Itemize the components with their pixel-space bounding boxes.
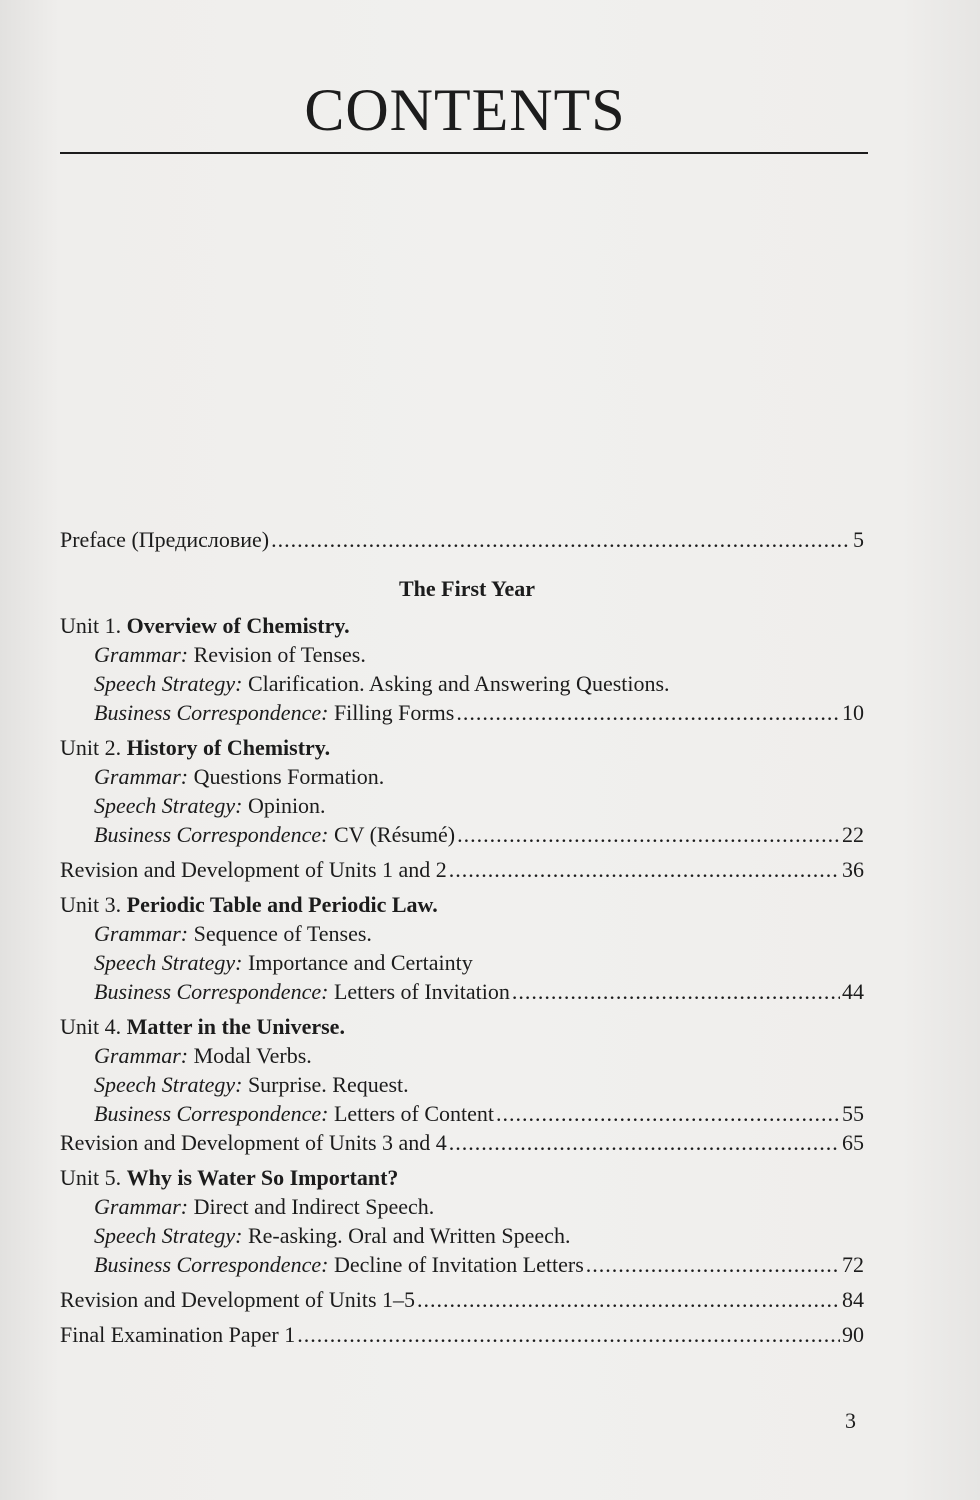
- grammar-label: Grammar:: [94, 921, 189, 946]
- business-topic: Letters of Invitation: [333, 979, 510, 1004]
- unit-number: Unit 3.: [60, 892, 122, 917]
- leader-dots: [512, 977, 840, 1006]
- toc-entry-revision-1[interactable]: [60, 855, 864, 884]
- speech-topic: Surprise. Request.: [247, 1072, 409, 1097]
- grammar-topic: Revision of Tenses.: [193, 642, 366, 667]
- unit-title: Periodic Table and Periodic Law.: [126, 892, 438, 917]
- grammar-label: Grammar:: [94, 764, 189, 789]
- toc-entry-revision-3[interactable]: [60, 1285, 864, 1314]
- toc-entry-final-exam[interactable]: [60, 1320, 864, 1349]
- speech-label: Speech Strategy:: [94, 793, 243, 818]
- business-label: Business Correspondence:: [94, 979, 329, 1004]
- toc-entry-label: Final Examination Paper 1: [60, 1322, 296, 1347]
- table-of-contents: [60, 525, 864, 1349]
- toc-page-number: 55: [842, 1101, 864, 1126]
- business-topic: Decline of Invitation Letters: [333, 1252, 584, 1277]
- toc-page-number: 10: [842, 700, 864, 725]
- leader-dots: [457, 820, 840, 849]
- toc-page-number: 84: [842, 1287, 864, 1312]
- speech-label: Speech Strategy:: [94, 1072, 243, 1097]
- grammar-label: Grammar:: [94, 642, 189, 667]
- toc-page-number: 44: [842, 979, 864, 1004]
- toc-entry-label: Revision and Development of Units 1–5: [60, 1287, 416, 1312]
- toc-page-number: 22: [842, 822, 864, 847]
- grammar-label: Grammar:: [94, 1043, 189, 1068]
- toc-unit-3[interactable]: [60, 890, 864, 1006]
- unit-title: Matter in the Universe.: [126, 1014, 345, 1039]
- toc-unit-2[interactable]: [60, 733, 864, 849]
- leader-dots: [456, 698, 840, 727]
- business-label: Business Correspondence:: [94, 822, 329, 847]
- toc-page-number: 36: [842, 857, 864, 882]
- speech-topic: Re-asking. Oral and Written Speech.: [247, 1223, 571, 1248]
- business-topic: Letters of Content: [333, 1101, 495, 1126]
- toc-unit-5[interactable]: [60, 1163, 864, 1279]
- title-rule: [60, 152, 868, 154]
- business-topic: CV (Résumé): [333, 822, 456, 847]
- business-label: Business Correspondence:: [94, 1101, 329, 1126]
- leader-dots: [271, 525, 851, 554]
- toc-entry-label: Revision and Development of Units 3 and 4: [60, 1130, 447, 1155]
- toc-entry-preface[interactable]: [60, 525, 864, 554]
- grammar-topic: Sequence of Tenses.: [193, 921, 372, 946]
- business-label: Business Correspondence:: [94, 1252, 329, 1277]
- toc-unit-4[interactable]: [60, 1012, 864, 1128]
- leader-dots: [496, 1099, 840, 1128]
- speech-topic: Importance and Certainty: [247, 950, 473, 975]
- business-label: Business Correspondence:: [94, 700, 329, 725]
- grammar-topic: Direct and Indirect Speech.: [193, 1194, 435, 1219]
- speech-topic: Clarification. Asking and Answering Questions.: [247, 671, 670, 696]
- toc-page-number: 72: [842, 1252, 864, 1277]
- section-heading: The First Year: [398, 576, 536, 601]
- leader-dots: [297, 1320, 840, 1349]
- speech-topic: Opinion.: [247, 793, 326, 818]
- toc-page-number: 90: [842, 1322, 864, 1347]
- grammar-topic: Questions Formation.: [193, 764, 385, 789]
- speech-label: Speech Strategy:: [94, 950, 243, 975]
- toc-unit-1[interactable]: [60, 611, 864, 727]
- unit-title: Overview of Chemistry.: [126, 613, 350, 638]
- grammar-label: Grammar:: [94, 1194, 189, 1219]
- toc-page-number: 65: [842, 1130, 864, 1155]
- toc-entry-label: Preface (Предисловие): [60, 527, 270, 552]
- unit-number: Unit 1.: [60, 613, 122, 638]
- leader-dots: [449, 1128, 840, 1157]
- unit-title: Why is Water So Important?: [126, 1165, 399, 1190]
- page-number: 3: [845, 1408, 856, 1433]
- unit-number: Unit 4.: [60, 1014, 122, 1039]
- toc-entry-label: Revision and Development of Units 1 and 2: [60, 857, 447, 882]
- leader-dots: [417, 1285, 840, 1314]
- unit-title: History of Chemistry.: [126, 735, 331, 760]
- leader-dots: [586, 1250, 840, 1279]
- speech-label: Speech Strategy:: [94, 671, 243, 696]
- business-topic: Filling Forms: [333, 700, 455, 725]
- page-title: CONTENTS: [304, 77, 626, 143]
- unit-number: Unit 2.: [60, 735, 122, 760]
- speech-label: Speech Strategy:: [94, 1223, 243, 1248]
- unit-number: Unit 5.: [60, 1165, 122, 1190]
- toc-page-number: 5: [853, 527, 864, 552]
- grammar-topic: Modal Verbs.: [193, 1043, 312, 1068]
- toc-entry-revision-2[interactable]: [60, 1128, 864, 1157]
- leader-dots: [449, 855, 840, 884]
